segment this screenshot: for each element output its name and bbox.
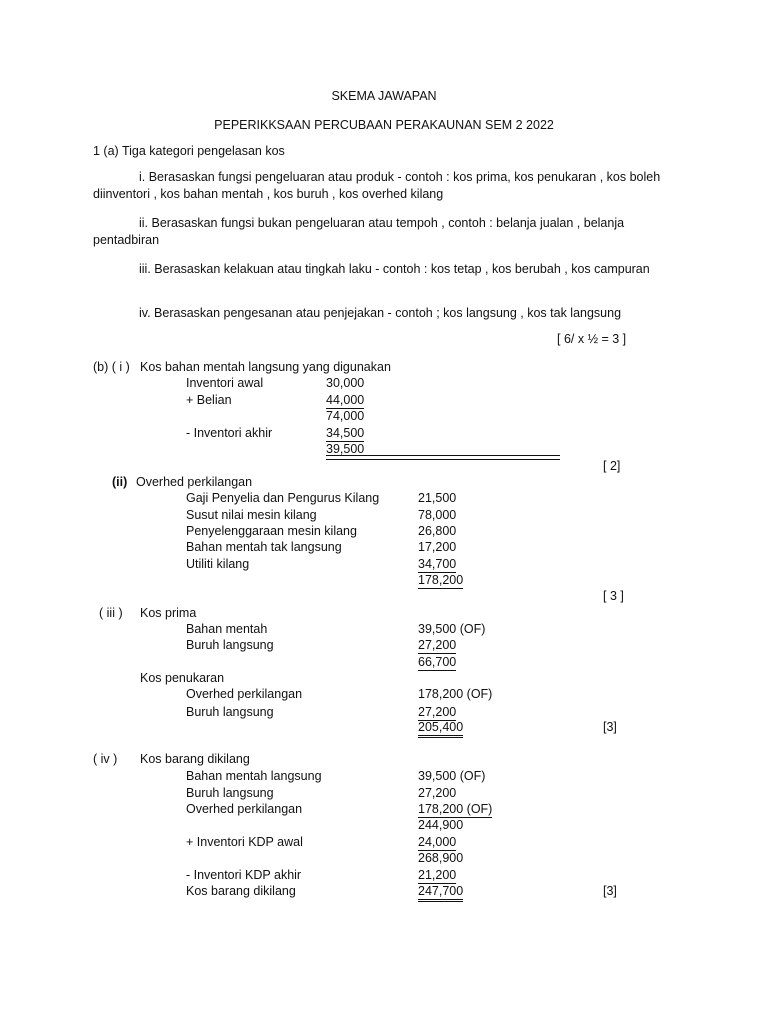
b1-label: (b) ( i ) [93,360,130,374]
b4-value-6: 21,200 [418,868,457,882]
b1-item-1: + Belian [186,393,232,407]
b1-item-0: Inventori awal [186,376,264,390]
b1-marks: [ 2] [603,459,621,473]
b2-item-0: Gaji Penyelia dan Pengurus Kilang [186,491,380,505]
b1-heading: Kos bahan mentah langsung yang digunakan [140,360,391,374]
b1-item-3: - Inventori akhir [186,426,273,440]
b3-prima-value-1: 27,200 [418,638,457,652]
b3-penukaran-item-1: Buruh langsung [186,705,274,719]
b1-value-1: 44,000 [326,393,365,407]
b2-item-2: Penyelenggaraan mesin kilang [186,524,357,538]
b4-value-2: 178,200 (OF) [418,802,493,816]
b2-item-4: Utiliti kilang [186,557,250,571]
b4-heading: Kos barang dikilang [140,752,250,766]
q1a-paragraph-4: iv. Berasaskan pengesanan atau penjejakan - contoh ; kos langsung , kos tak langsung [139,306,622,320]
b4-value-7: 247,700 [418,884,463,902]
page-subtitle: PEPERIKKSAAN PERCUBAAN PERAKAUNAN SEM 2 2022 [214,118,554,132]
q1a-paragraph-2: ii. Berasaskan fungsi bukan pengeluaran atau tempoh , contoh : belanja jualan , belanja pentadbiran [93,216,625,247]
q1a-paragraph-3: iii. Berasaskan kelakuan atau tingkah laku - contoh : kos tetap , kos berubah , kos campuran [139,262,650,276]
b2-value-3: 17,200 [418,540,457,554]
b3-label: ( iii ) [99,606,123,620]
b4-item-0: Bahan mentah langsung [186,769,322,783]
b4-label: ( iv ) [93,752,118,766]
b2-value-1: 78,000 [418,508,457,522]
b3-prima-item-1: Buruh langsung [186,638,274,652]
b2-value-4: 34,700 [418,557,457,571]
b4-item-7: Kos barang dikilang [186,884,296,898]
b4-value-5: 268,900 [418,851,464,865]
q1a-heading: 1 (a) Tiga kategori pengelasan kos [93,144,285,158]
b2-value-2: 26,800 [418,524,457,538]
b2-marks: [ 3 ] [603,589,624,603]
b1-value-0: 30,000 [326,376,365,390]
b4-item-1: Buruh langsung [186,786,274,800]
b3-prima-value-0: 39,500 (OF) [418,622,486,636]
b4-value-1: 27,200 [418,786,457,800]
b3-penukaran-item-0: Overhed perkilangan [186,687,303,701]
page-title: SKEMA JAWAPAN [331,89,437,103]
b4-item-6: - Inventori KDP akhir [186,868,302,882]
b4-value-0: 39,500 (OF) [418,769,486,783]
b1-value-4: 39,500 [326,442,365,456]
b4-value-4: 24,000 [418,835,457,849]
b4-item-4: + Inventori KDP awal [186,835,303,849]
b2-item-3: Bahan mentah tak langsung [186,540,342,554]
q1a-paragraph-1: i. Berasaskan fungsi pengeluaran atau produk - contoh : kos prima, kos penukaran , kos boleh diinventori , kos bahan mentah , kos buruh , kos overhed kilang [93,170,661,201]
b3-prima-value-2: 66,700 [418,655,457,669]
b2-value-0: 21,500 [418,491,457,505]
b1-total-double-rule [326,455,560,460]
b3-marks: [3] [603,720,617,734]
q1a-marks: [ 6/ x ½ = 3 ] [557,332,627,346]
b2-item-1: Susut nilai mesin kilang [186,508,317,522]
b3-penukaran-heading: Kos penukaran [140,671,225,685]
b3-penukaran-value-2: 205,400 [418,720,463,738]
b1-value-3: 34,500 [326,426,365,440]
b3-penukaran-value-0: 178,200 (OF) [418,687,493,701]
b3-penukaran-value-1: 27,200 [418,705,457,719]
b3-prima-item-0: Bahan mentah [186,622,268,636]
b4-marks: [3] [603,884,617,898]
b3-prima-heading: Kos prima [140,606,197,620]
b2-label: (ii) [112,475,128,489]
b2-heading: Overhed perkilangan [136,475,253,489]
b4-value-3: 244,900 [418,818,464,832]
b2-value-5: 178,200 [418,573,464,587]
b1-value-2: 74,000 [326,409,365,423]
b4-item-2: Overhed perkilangan [186,802,303,816]
